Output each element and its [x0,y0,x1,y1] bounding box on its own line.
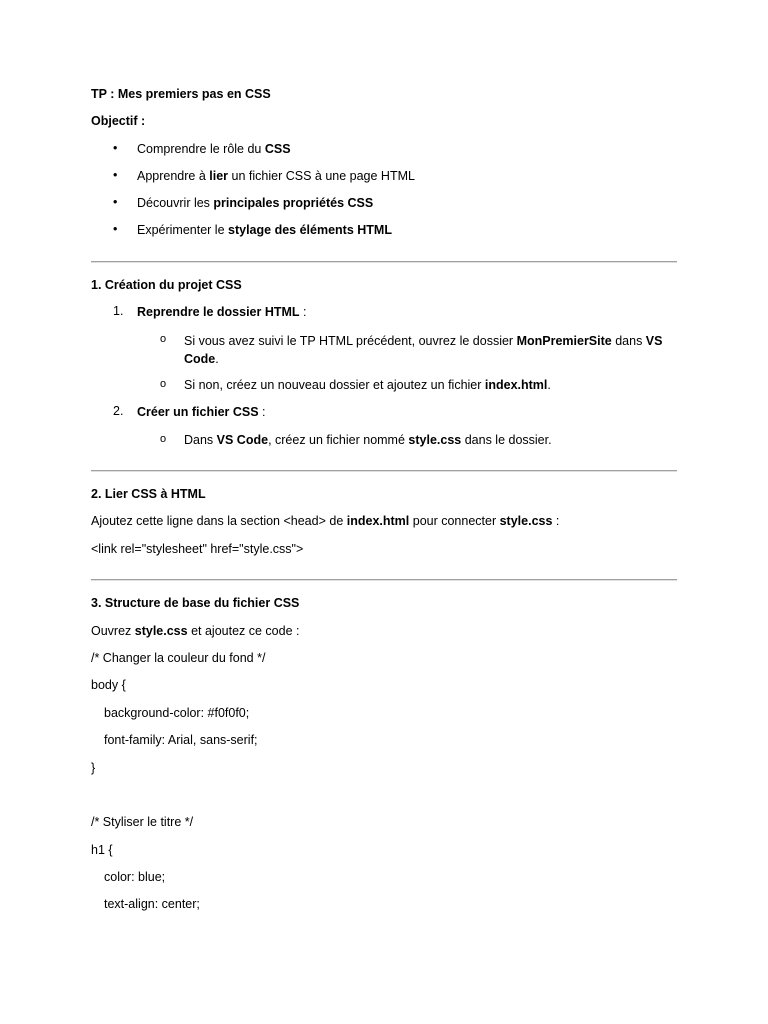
bullet-icon: • [113,222,118,236]
divider [91,470,677,472]
divider [91,261,677,263]
section-heading-1: 1. Création du projet CSS [91,278,242,292]
circle-bullet-icon: o [160,433,167,445]
document-page: TP : Mes premiers pas en CSS Objectif : • Comprendre le rôle du CSS • Apprendre à lier un fichier CSS à une page HTML • Découvrir les principales propriétés CSS • Expérimenter le stylage des éléments HTML 1. Création du projet CSS 1. Reprendre le dossier HTML : o Si vous avez suivi le TP HTML précédent, ouvrez le dossier MonPremierSite dans VS Code. o Si non, créez un nouveau dossier et ajoutez un fichier index.html. 2. Créer un fichier CSS : o Dans VS Code, créez un fichier nommé style.css dans le dossier. 2. Lier CSS à HTML Ajoutez cette ligne dans la section <head> de index.html pour connecter style.css : <link rel="stylesheet" href="style.css"> 3. Structure de base du fichier CSS Ouvrez style.css et ajoutez ce code : /* Changer la couleur du fond */ body { background-color: #f0f0f0; font-family: Arial, sans-serif; } /* Styliser le titre */ h1 { color: blue; text-align: center; [0,0,768,1024]
code-line: h1 { [91,843,113,857]
code-line: } [91,761,96,775]
bullet-icon: • [113,168,118,182]
step-label: Reprendre le dossier HTML : [137,305,307,319]
step-number: 1. [113,304,124,318]
code-line: /* Styliser le titre */ [91,815,194,829]
paragraph: Ajoutez cette ligne dans la section <head> de index.html pour connecter style.css : [91,514,560,528]
code-line: background-color: #f0f0f0; [104,706,250,720]
circle-bullet-icon: o [160,378,167,390]
code-line: color: blue; [104,870,166,884]
section-heading-3: 3. Structure de base du fichier CSS [91,596,300,610]
paragraph: Ouvrez style.css et ajoutez ce code : [91,624,300,638]
bullet-icon: • [113,195,118,209]
step-number: 2. [113,404,124,418]
code-line: <link rel="stylesheet" href="style.css"> [91,542,304,556]
code-line: font-family: Arial, sans-serif; [104,733,258,747]
section-heading-2: 2. Lier CSS à HTML [91,487,206,501]
objective-label: Objectif : [91,114,146,128]
code-line: text-align: center; [104,897,200,911]
bullet-icon: • [113,141,118,155]
document-title: TP : Mes premiers pas en CSS [91,87,271,101]
divider [91,579,677,581]
circle-bullet-icon: o [160,333,167,345]
step-label: Créer un fichier CSS : [137,405,266,419]
code-line: body { [91,678,126,692]
code-line: /* Changer la couleur du fond */ [91,651,266,665]
